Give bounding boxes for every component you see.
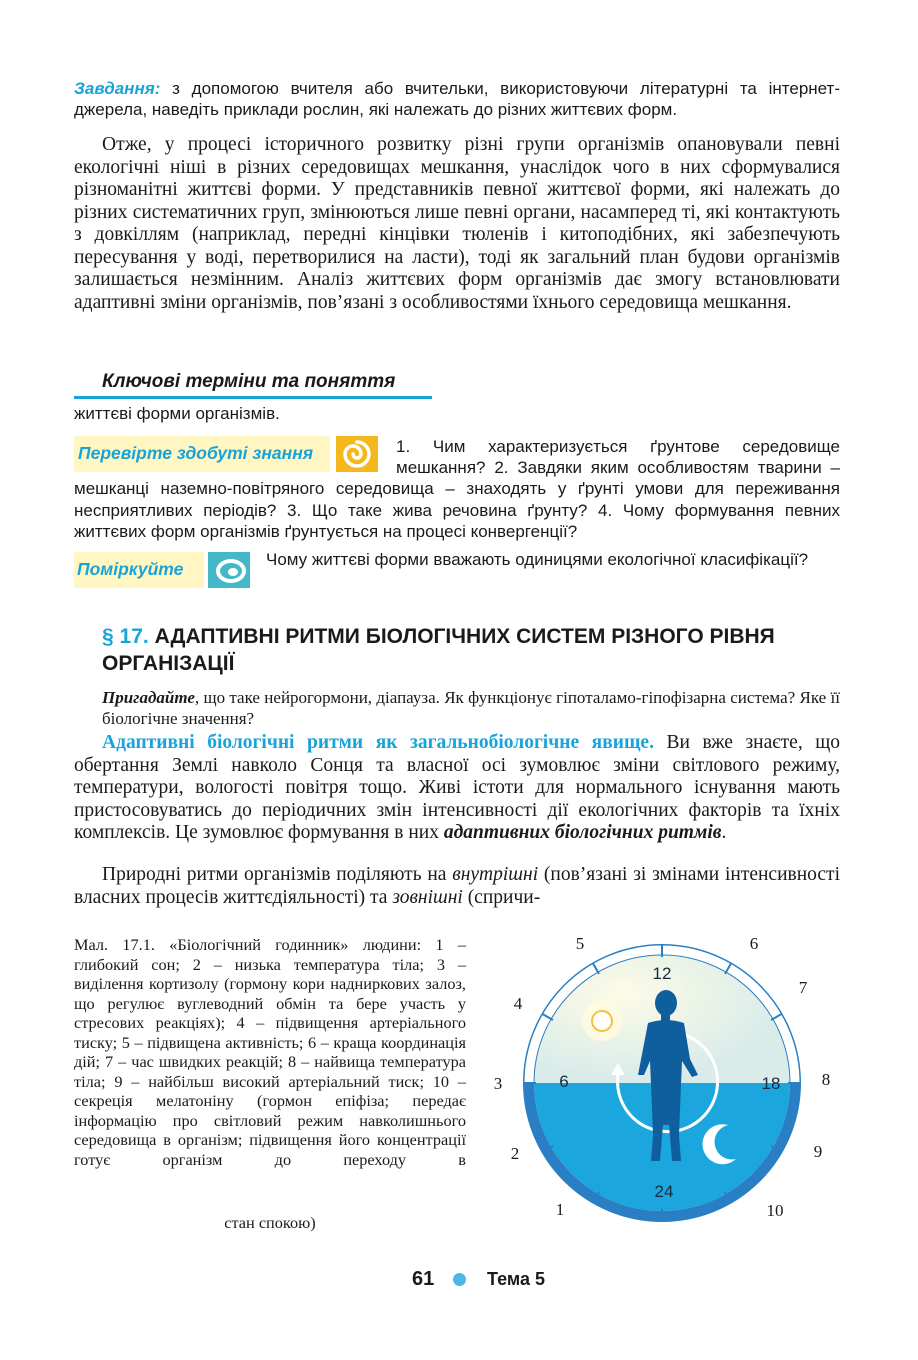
hour-24-label: 24 — [654, 1182, 674, 1201]
p3-part-e: (спричи- — [462, 886, 541, 908]
p3-part-c: (пов’язані зі змінами інтенсивності власних процесів життєдіяльності) та — [74, 864, 840, 908]
p2-text: Ви вже знаєте, що обертання Землі навколо Сонця та власної осі зумовлює зміни світлового режиму, температури, вологості повітря тощо. Живі істоти для нормального існування мають пристосовуватись до періодичних змін інтенсивності дії екологічних факторів та їхніх комплексів. Це зумовлює формування в них — [74, 732, 840, 843]
check-knowledge-label: Перевірте здобуті знання — [78, 443, 314, 463]
p3-internal: внутрішні — [452, 864, 539, 885]
key-terms-text: життєві форми організмів. — [74, 404, 280, 423]
p2-heading: Адаптивні біологічні ритми як загальнобіологічне явище. — [102, 732, 654, 753]
marker-7: 7 — [798, 978, 808, 997]
page-number: 61 — [412, 1268, 435, 1290]
body-paragraph-3 — [74, 864, 840, 909]
p2-emphasis: адаптивних біологічних ритмів — [443, 822, 722, 843]
recall-lead: Пригадайте — [102, 688, 195, 707]
p3-part-a: Природні ритми організмів поділяють на — [102, 864, 453, 885]
marker-9: 9 — [813, 1142, 823, 1161]
marker-8: 8 — [821, 1070, 831, 1089]
p2-end: . — [721, 822, 727, 843]
think-question: Чому життєві форми вважають одиницями екологічної класифікації? — [266, 550, 809, 569]
hour-12-label: 12 — [652, 964, 672, 983]
footer-dot-icon — [453, 1273, 466, 1286]
recall-paragraph — [102, 687, 840, 729]
marker-3: 3 — [493, 1074, 503, 1093]
swirl-icon — [208, 552, 250, 588]
sun-icon — [582, 1001, 622, 1041]
section-title: АДАПТИВНІ РИТМИ БІОЛОГІЧНИХ СИСТЕМ РІЗНОГО РІВНЯ ОРГАНІЗАЦІЇ — [102, 625, 775, 675]
key-terms-heading — [74, 370, 432, 399]
section-heading — [102, 623, 842, 677]
marker-5: 5 — [575, 934, 585, 953]
marker-6: 6 — [749, 934, 759, 953]
p3-external: зовнішні — [392, 886, 463, 908]
key-terms-title: Ключові терміни та поняття — [102, 371, 396, 392]
section-number: § 17. — [102, 625, 149, 648]
task-text: з допомогою вчителя або вчительки, використовуючи літературні та інтернет-джерела, наведіть приклади рослин, які належать до різних життєвих форм. — [74, 79, 840, 119]
marker-1: 1 — [555, 1200, 565, 1219]
check-questions — [74, 436, 840, 542]
body-paragraph-2 — [74, 732, 840, 845]
think-badge — [74, 552, 204, 588]
biological-clock-figure — [478, 925, 858, 1225]
hour-6-label: 6 — [559, 1072, 569, 1091]
marker-2: 2 — [510, 1144, 520, 1163]
check-questions-text: 1. Чим характеризується ґрунтове середовище мешкання? 2. Завдяки яким особливостям тварини – мешканці наземно-повітряного середовища – знаходять у ґрунті умови для переживання несприятливих періодів? 3. Що таке жива речовина ґрунту? 4. Чому формування певних життєвих форм організмів ґрунтується на процесі конвергенції? — [74, 437, 840, 541]
task-paragraph — [74, 78, 840, 120]
figure-caption: Мал. 17.1. «Біологічний годинник» людини: 1 – глибокий сон; 2 – низька температура тіла; 3 – виділення кортизолу (гормону кори надниркових залоз, що регулює вуглеводний обмін та бере участь у стресових реакціях); 4 – підвищення артеріального тиску; 5 – підвищена активність; 6 – краща координація дій; 7 – час швидких реакцій; 8 – найвища температура тіла; 9 – найбільш високий артеріальний тиск; 10 – секреція мелатоніну (гормон епіфіза; передає інформацію про світловий режим навколишнього середовища в організм; підвищення його концентрації готує організм до переходу в — [74, 935, 466, 1169]
figure-caption-end: стан спокою) — [224, 1213, 316, 1232]
page-footer — [0, 1268, 918, 1292]
body-paragraph-1: Отже, у процесі історичного розвитку різні групи організмів опановували певні екологічні ніші в різних середовищах мешкання, унаслідок чого в них сформувалися різноманітні життєві форми. У представників певної життєвої форми, які належать до різних систематичних груп, змінюються лише певні органи, насамперед ті, які контактують з довкіллям (наприклад, передні кінцівки тюленів і китоподібних, які забезпечують пересування у воді, перетворилися на ласти), тоді як загальний план будови організмів залишається незмінним. Аналіз життєвих форм організмів дає змогу встановлювати адаптивні зміни організмів, пов’язані з особливостями їхнього середовища мешкання. — [74, 134, 840, 313]
marker-10: 10 — [766, 1201, 784, 1220]
think-label: Поміркуйте — [77, 559, 184, 579]
recall-text: , що таке нейрогормони, діапауза. Як функціонує гіпоталамо-гіпофізарна система? Яке її біологічне значення? — [102, 688, 840, 728]
marker-4: 4 — [513, 994, 523, 1013]
task-lead: Завдання: — [74, 79, 161, 98]
hour-18-label: 18 — [761, 1074, 781, 1093]
topic-label: Тема 5 — [487, 1269, 545, 1289]
